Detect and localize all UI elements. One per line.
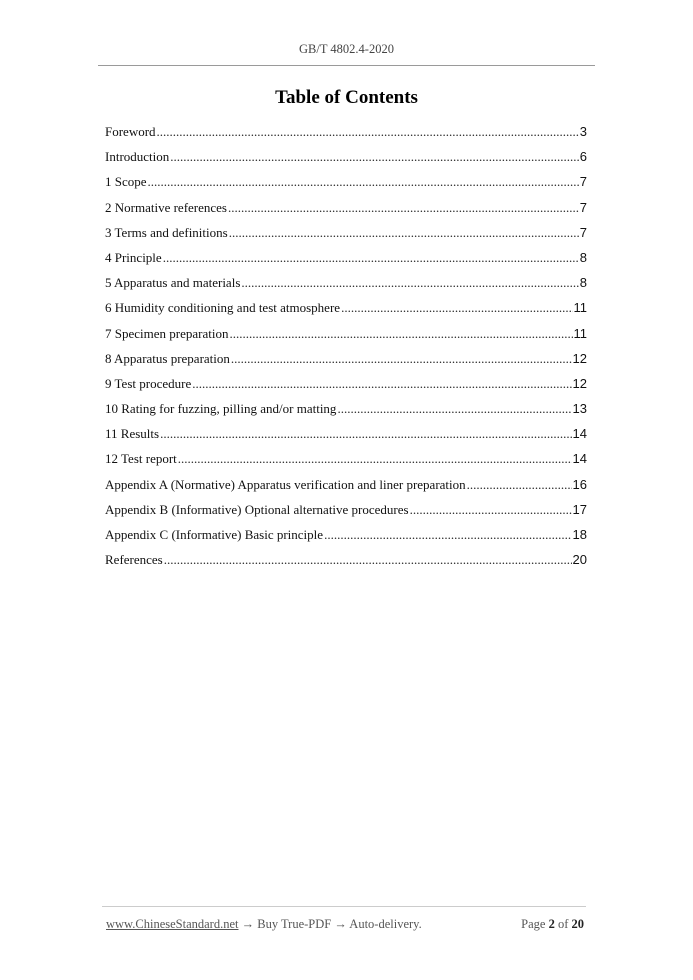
toc-entry-page: 13: [572, 401, 587, 417]
footer-promo: [106, 917, 422, 932]
toc-entry-label: 1 Scope: [105, 174, 147, 190]
toc-entry-page: 14: [572, 451, 587, 467]
toc-entry-label: 9 Test procedure: [105, 375, 192, 391]
toc-entry[interactable]: [105, 351, 587, 376]
document-id: GB/T 4802.4-2020: [299, 42, 394, 56]
toc-entry-page: 3: [579, 124, 587, 139]
toc-entry-label: 12 Test report: [105, 451, 177, 467]
toc-entry-label: Foreword: [105, 124, 156, 139]
toc-entry-page: 12: [572, 350, 587, 366]
toc-entry-page: 18: [572, 527, 587, 542]
toc-dot-leader: [148, 174, 579, 190]
toc-dot-leader: [410, 502, 572, 518]
toc-entry-label: Introduction: [105, 149, 170, 165]
toc-entry[interactable]: [105, 502, 587, 527]
toc-entry-page: 20: [572, 552, 587, 568]
toc-dot-leader: [324, 527, 571, 543]
toc-dot-leader: [157, 124, 579, 140]
toc-entry[interactable]: [105, 250, 587, 275]
toc-entry-label: Appendix B (Informative) Optional alternative procedures: [105, 501, 409, 517]
toc-entry-page: 14: [572, 426, 587, 442]
page-of: of: [557, 917, 569, 931]
toc-dot-leader: [229, 225, 579, 241]
toc-entry-label: 3 Terms and definitions: [105, 224, 228, 240]
toc-entry-label: 6 Humidity conditioning and test atmosphere: [105, 300, 341, 316]
toc-entry-label: 4 Principle: [105, 249, 162, 265]
footer-promo-text: → Buy True-PDF → Auto-delivery.: [238, 917, 422, 931]
toc-dot-leader: [467, 477, 572, 493]
toc-entry[interactable]: [105, 200, 587, 225]
toc-entry-label: 11 Results: [105, 426, 160, 442]
toc-entry-page: 6: [579, 149, 587, 165]
toc-entry[interactable]: [105, 426, 587, 451]
toc-entry[interactable]: [105, 477, 587, 502]
toc-entry-label: 5 Apparatus and materials: [105, 275, 241, 291]
toc-entry-label: Appendix A (Normative) Apparatus verification and liner preparation: [105, 476, 466, 492]
toc-dot-leader: [231, 351, 572, 367]
toc-dot-leader: [164, 552, 572, 568]
toc-entry[interactable]: [105, 225, 587, 250]
toc-entry-label: 10 Rating for fuzzing, pilling and/or matting: [105, 401, 337, 417]
toc-title: Table of Contents: [275, 87, 418, 108]
toc-entry-page: 7: [579, 224, 587, 240]
toc-entry[interactable]: [105, 552, 587, 577]
page-current: 2: [548, 917, 555, 931]
toc-entry-page: 11: [573, 300, 587, 316]
toc-entry-page: 8: [579, 275, 587, 291]
toc-dot-leader: [192, 376, 571, 392]
toc-entry[interactable]: [105, 451, 587, 476]
header-divider: [98, 65, 595, 66]
toc-entry-label: References: [105, 552, 163, 568]
toc-dot-leader: [241, 275, 578, 291]
toc-list: [105, 124, 587, 577]
toc-entry-page: 8: [579, 249, 587, 265]
toc-entry-label: 2 Normative references: [105, 199, 227, 215]
toc-entry-label: 8 Apparatus preparation: [105, 350, 230, 366]
toc-dot-leader: [337, 401, 571, 417]
site-link[interactable]: www.ChineseStandard.net: [106, 917, 239, 931]
toc-dot-leader: [341, 300, 572, 316]
page-footer: [106, 917, 584, 932]
toc-entry[interactable]: [105, 401, 587, 426]
toc-entry[interactable]: [105, 124, 587, 149]
toc-entry[interactable]: [105, 149, 587, 174]
toc-entry[interactable]: [105, 376, 587, 401]
page-prefix: Page: [521, 917, 546, 931]
toc-entry[interactable]: [105, 326, 587, 351]
page-total: 20: [571, 917, 584, 931]
toc-entry-page: 7: [579, 199, 587, 215]
toc-entry-label: 7 Specimen preparation: [105, 325, 229, 341]
toc-dot-leader: [170, 149, 579, 165]
toc-entry[interactable]: [105, 527, 587, 552]
toc-dot-leader: [163, 250, 579, 266]
toc-entry-page: 12: [572, 375, 587, 391]
toc-entry-page: 7: [579, 174, 587, 190]
toc-dot-leader: [229, 326, 572, 342]
toc-dot-leader: [228, 200, 579, 216]
toc-entry[interactable]: [105, 174, 587, 199]
toc-dot-leader: [178, 451, 572, 467]
running-header: [0, 42, 693, 57]
toc-entry-page: 17: [572, 501, 587, 517]
page-indicator: [521, 917, 584, 932]
toc-dot-leader: [160, 426, 571, 442]
toc-entry-page: 16: [572, 476, 587, 492]
toc-entry-label: Appendix C (Informative) Basic principle: [105, 527, 324, 542]
footer-divider: [102, 906, 586, 907]
toc-entry[interactable]: [105, 275, 587, 300]
toc-entry-page: 11: [573, 325, 587, 341]
toc-entry[interactable]: [105, 300, 587, 325]
